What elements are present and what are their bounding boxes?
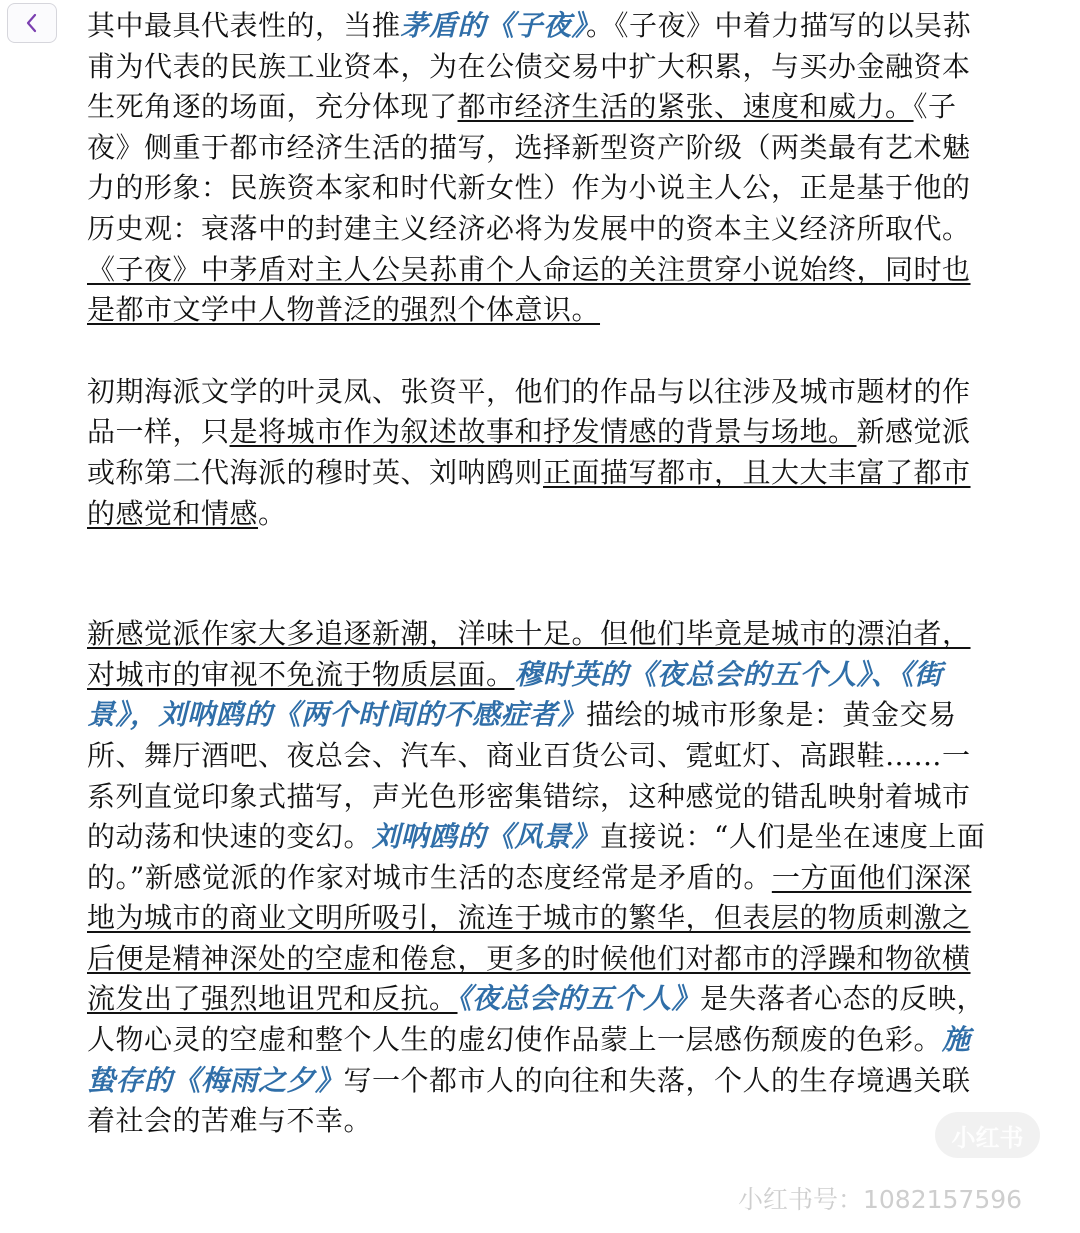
text-run: 直接说：“人们是坐在速度上面的。”新感觉派的作家对城市生活的态度经常是矛盾的。 [87,820,986,894]
highlighted-title: 穆时英的《夜总会的五个人》、《街景》，刘呐鸥的《两个时间的不感症者》 [87,657,943,732]
text-run: 《子夜》侧重于都市经济生活的描写，选择新型资产阶级（两类最有艺术魅力的形象：民族资本家和时代新女性）作为小说主人公，正是基于他的历史观：衰落中的封建主义经济必将为发展中的资本主义经济所取代。 [87,90,971,245]
highlighted-title: 《夜总会的五个人》 [457,982,701,1016]
text-run: 新感觉派或称第二代海派的穆时英、刘呐鸥则 [87,415,971,489]
text-run: 其中最具代表性的，当推 [87,9,401,42]
text-run: 写一个都市人的向往和失落，个人的生存境遇关联着社会的苦难与不幸。 [87,1063,971,1138]
underlined-text: 新感觉派作家大多追逐新潮，洋味十足。但他们毕竟是城市的漂泊者，对城市的审视不免流于物质层面。 [87,617,971,691]
document-body [87,6,997,1142]
highlighted-title: 茅盾的《子夜》 [400,9,587,42]
underlined-text: 都市经济生活的紧张、速度和威力。 [457,90,914,124]
paragraph-spacer [87,331,997,372]
watermark-text: 小红书号：1082157596 [738,1185,1023,1214]
underlined-text: 《子夜》中茅盾对主人公吴荪甫个人命运的关注贯穿小说始终，同时也是都市文学中人物普泛的强烈个体意识。 [87,252,971,327]
text-run: 。《子夜》中着力描写的以吴荪甫为代表的民族工业资本，为在公债交易中扩大积累，与买办金融资本生死角逐的场面，充分体现了 [87,9,972,124]
paragraph-3 [87,614,997,1142]
underlined-text: 是将城市作为叙述故事和抒发情感的背景与场地。 [229,415,857,449]
chevron-left-icon [24,11,40,35]
text-run: 初期海派文学的叶灵凤、张资平，他们的作品与以往涉及城市题材的作品一样，只 [87,374,971,449]
paragraph-2 [87,372,997,534]
back-button[interactable] [7,3,57,43]
paragraph-1 [87,6,997,331]
highlighted-title: 刘呐鸥的《风景》 [372,820,601,854]
paragraph-spacer [87,534,997,614]
text-run: 描绘的城市形象是：黄金交易所、舞厅酒吧、夜总会、汽车、商业百货公司、霓虹灯、高跟鞋……一系列直觉印象式描写，声光色形密集错综，这种感觉的错乱映射着城市的动荡和快速的变幻。 [87,698,971,854]
highlighted-title: 施蛰存的《梅雨之夕》 [87,1023,971,1097]
text-run: 是失落者心态的反映，人物心灵的空虚和整个人生的虚幻使作品蒙上一层感伤颓废的色彩。 [87,982,986,1057]
underlined-text: 一方面他们深深地为城市的商业文明所吸引，流连于城市的繁华，但表层的物质刺激之后便是精神深处的空虚和倦怠，更多的时候他们对都市的浮躁和物欲横流发出了强烈地诅咒和反抗。 [87,860,972,1016]
underlined-text: 正面描写都市，且大大丰富了都市的感觉和情感 [87,455,971,530]
watermark-logo: 小红书 [935,1112,1040,1158]
text-run: 。 [258,496,287,530]
